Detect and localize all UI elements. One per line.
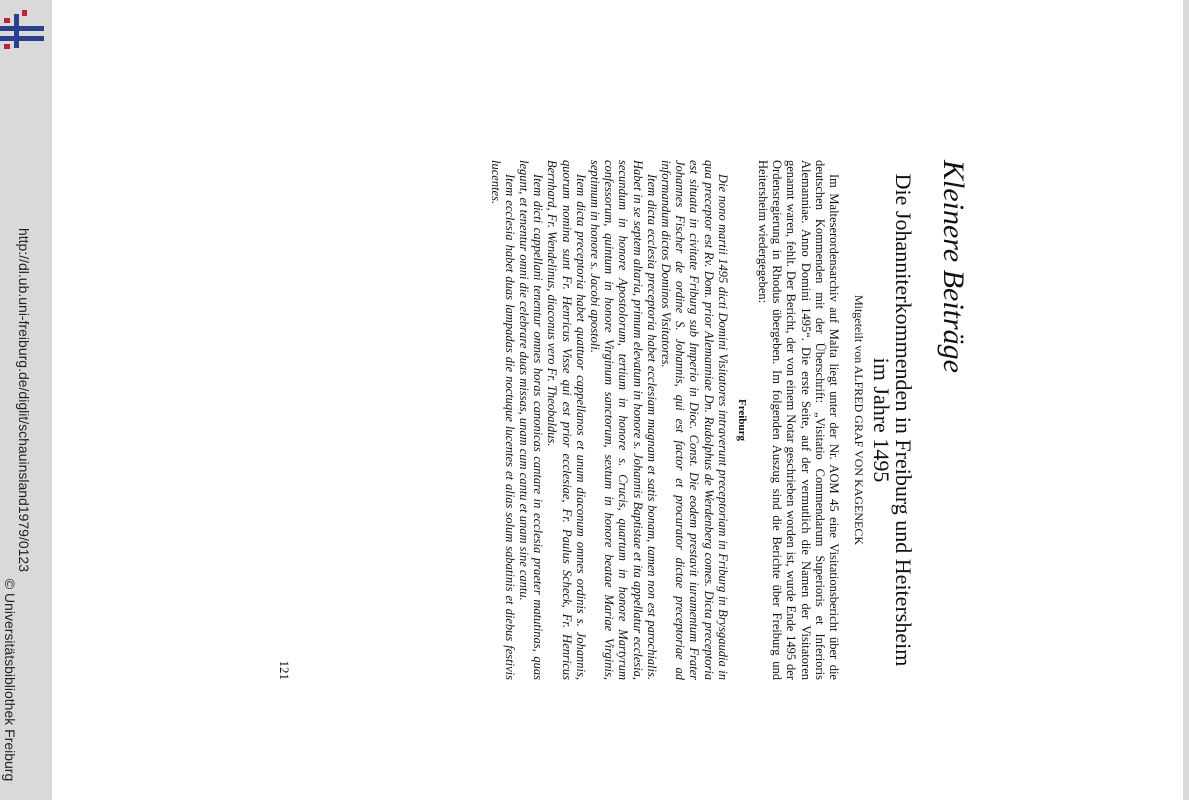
latin-paragraph: Item ecclesia habet duas lampadas die noctuque lucentes et alias solum sabatinis et diebus festivis lucentes. — [488, 160, 517, 680]
latin-paragraph: Item dicta preceptoria habet quattuor cappellanos et unum diaconum omnes ordinis s. Johannis, quorum nomina sunt Fr. Henricus Visse qui est prior ecclesiae, Fr. Paulus Scheck, Fr. Henricus Bernhard, Fr. Wendelinus, diaconus vero Fr. Theobaldus. — [545, 160, 588, 680]
intro-paragraph: Im Malteserordensarchiv auf Malta liegt unter der Nr. AOM 45 eine Visitationsbericht über die deutschen Kommenden mit der Überschrift: „Visitatio Commendarum Superioris et Inferioris Alemanniae. Anno Domini 1495“. Die erste Seite, auf der vermutlich die Namen der Visitatoren genannt waren, fehlt. Der Bericht, der von einem Notar geschrieben worden ist, wurde Ende 1495 der Ordensregierung in Rhodus übergeben. Im folgenden Auszug sind die Berichte über Freiburg und Heitersheim wiedergegeben: — [755, 160, 841, 680]
byline: Mitgeteilt von ALFRED GRAF VON KAGENECK — [852, 294, 866, 546]
document-page — [270, 160, 970, 680]
subheading: Freiburg — [735, 399, 748, 441]
page-number: 121 — [277, 660, 292, 680]
copyright-notice: © Universitätsbibliothek Freiburg — [2, 578, 18, 782]
section-title: Kleinere Beiträge — [937, 160, 970, 373]
sidebar — [0, 0, 52, 800]
article-title: Die Johanniterkommenden in Freiburg und Heitersheim im Jahre 1495 — [869, 173, 916, 667]
source-url[interactable]: http://dl.ub.uni-freiburg.de/diglit/schauinsland1979/0123 — [16, 227, 32, 573]
latin-paragraph: Item dicta ecclesia preceptoria habet ecclesiam magnam et satis bonam, tamen non est parochialis. Habet in se septem altaria, primum elevatum in honore s. Johannis Baptistae et ita appellatur ecclesia, secundum in honore Apostolorum, tertium in honore s. Crucis, quartum in honore Martyrum confessorum, quintum in honore Virginum sanctorum, sextum in honore beatae Mariae Virginis, septimum in honore s. Jacobi apostoli. — [587, 160, 659, 680]
latin-paragraph: Item dicti cappellani tenentur omnes horas canonicas cantare in ecclesia praeter matutinas, quas legunt, et tenentur omni die celebrare duas missas, unam cum cantu et unam sine cantu. — [516, 160, 546, 680]
library-logo-icon[interactable] — [0, 8, 44, 52]
latin-paragraph: Die nono martii 1495 dicti Domini Visitatores intraverunt preceptoriam in Friburg in Brysgaudia in qua preceptor est Rv. Dom. prior Alemanniae Dn. Rudolphus de Werdenberg comes. Dicta preceptoria est situata in civitate Friburg sub Imperio in Dioc. Const. Die eodem prestavit iuramentum Frater Johannes Fischer de ordine S. Johannis, qui est factor et procurator dictae preceptoriae ad informandum dictos Dominos Visitatores. — [658, 160, 730, 680]
page-edge — [1183, 0, 1189, 800]
